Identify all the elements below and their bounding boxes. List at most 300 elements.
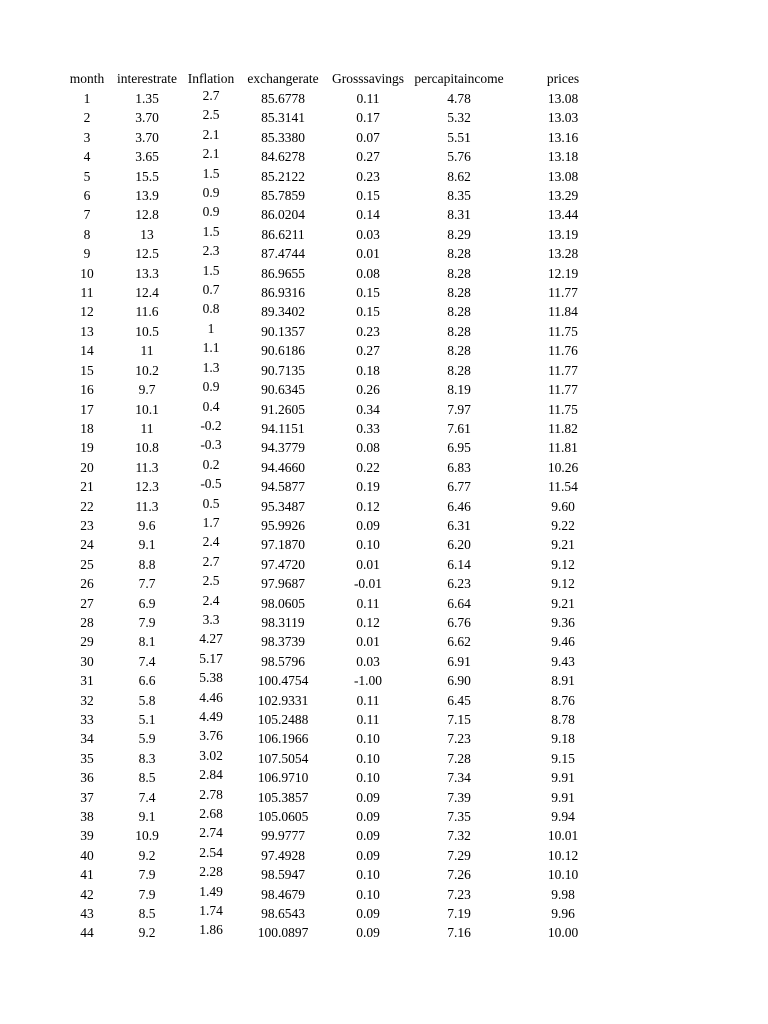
cell-grosssavings: 0.12 [356,614,380,630]
cell-exchangerate: 95.3487 [261,498,305,514]
inflation-value: 2.84 [199,767,223,783]
cell-percapitaincome: 8.28 [447,285,471,301]
cell-exchangerate: 106.1966 [257,731,309,747]
cell-grosssavings: 0.23 [356,168,380,184]
cell-inflation [184,205,238,224]
table-row [64,147,616,166]
inflation-value: 1.7 [202,514,220,530]
inflation-value: 1.5 [202,262,220,278]
inflation-value: 0.9 [202,204,220,220]
cell-interestrate: 7.4 [138,789,156,805]
cell-month: 22 [80,498,94,514]
cell-exchangerate: 97.4720 [261,556,305,572]
inflation-value: 1.49 [199,883,223,899]
cell-month: 16 [80,382,94,398]
cell-prices: 9.46 [551,634,575,650]
inflation-value: 1 [207,320,215,336]
cell-interestrate: 9.1 [138,809,156,825]
cell-inflation [184,923,238,942]
table-row [64,400,616,419]
inflation-value: 1.74 [199,903,223,919]
cell-interestrate: 6.9 [138,595,156,611]
cell-inflation [184,788,238,807]
inflation-value: 4.46 [199,689,223,705]
cell-grosssavings: 0.17 [356,110,380,126]
inflation-value: 1.86 [199,922,223,938]
cell-grosssavings: 0.09 [356,789,380,805]
table-row [64,826,616,845]
inflation-value: 1.3 [202,359,220,375]
cell-prices: 10.10 [547,867,579,883]
cell-exchangerate: 100.4754 [257,673,309,689]
table-row [64,671,616,690]
cell-prices: 13.08 [547,91,579,106]
cell-grosssavings: 0.14 [356,207,380,223]
cell-grosssavings: -0.01 [353,576,383,592]
cell-grosssavings: 0.11 [356,712,380,727]
cell-interestrate: 11.6 [135,304,159,320]
cell-month: 33 [80,712,94,727]
cell-month: 40 [80,847,94,863]
table-row [64,89,616,108]
cell-inflation [184,613,238,632]
cell-percapitaincome: 7.15 [447,712,471,727]
cell-exchangerate: 97.1870 [261,537,305,553]
cell-prices: 9.91 [551,789,575,805]
cell-grosssavings: 0.10 [356,731,380,747]
inflation-value: 2.4 [202,592,220,608]
cell-inflation [184,535,238,554]
cell-percapitaincome: 7.32 [447,828,471,844]
cell-interestrate: 9.1 [138,537,156,553]
cell-prices: 13.19 [547,226,579,242]
header-inflation: Inflation [187,71,235,86]
cell-inflation [184,477,238,496]
cell-percapitaincome: 7.23 [447,731,471,747]
cell-exchangerate: 98.6543 [261,906,305,922]
cell-interestrate: 8.1 [138,634,156,650]
cell-percapitaincome: 8.19 [447,382,471,398]
cell-month: 24 [80,537,94,553]
cell-exchangerate: 98.5796 [261,653,305,669]
table-row [64,652,616,671]
inflation-value: 4.49 [199,709,223,724]
cell-month: 37 [80,789,94,805]
cell-month: 31 [80,673,94,689]
cell-interestrate: 10.2 [135,362,159,378]
cell-month: 12 [80,304,94,320]
cell-percapitaincome: 6.76 [447,614,471,630]
cell-grosssavings: 0.27 [356,343,380,359]
cell-inflation [184,108,238,127]
cell-grosssavings: 0.22 [356,459,380,475]
cell-grosssavings: 0.10 [356,750,380,766]
cell-interestrate: 9.6 [138,517,156,533]
cell-inflation [184,458,238,477]
inflation-value: -0.2 [200,417,222,433]
cell-interestrate: 3.65 [135,149,159,165]
header-prices: prices [546,71,580,86]
cell-interestrate: 12.3 [135,479,159,495]
cell-exchangerate: 86.9655 [261,265,305,281]
cell-inflation [184,904,238,923]
table-row [64,264,616,283]
cell-prices: 11.81 [548,440,578,456]
cell-prices: 10.26 [547,459,579,475]
cell-grosssavings: 0.10 [356,537,380,553]
cell-inflation [184,302,238,321]
cell-prices: 9.22 [551,517,575,533]
inflation-value: 2.28 [199,864,223,880]
inflation-value: 2.54 [199,844,223,860]
cell-month: 41 [80,867,94,883]
inflation-value: 1.1 [202,340,220,356]
cell-interestrate: 12.5 [135,246,159,262]
cell-inflation [184,438,238,457]
cell-month: 27 [80,595,94,611]
cell-grosssavings: 0.01 [356,556,380,572]
cell-grosssavings: 0.11 [356,595,380,611]
inflation-value: 1.5 [202,223,220,239]
inflation-value: 2.68 [199,806,223,822]
inflation-value: 2.7 [202,88,220,103]
cell-inflation [184,691,238,710]
inflation-value: -0.5 [200,476,222,492]
cell-month: 9 [83,246,91,262]
cell-month: 34 [80,731,94,747]
table-row [64,458,616,477]
cell-exchangerate: 107.5054 [257,750,309,766]
cell-exchangerate: 87.4744 [261,246,305,262]
cell-prices: 11.77 [548,285,578,301]
cell-inflation [184,846,238,865]
cell-grosssavings: 0.01 [356,634,380,650]
cell-inflation [184,885,238,904]
cell-inflation [184,89,238,108]
cell-interestrate: 10.1 [135,401,159,417]
inflation-value: 0.7 [202,282,220,298]
cell-interestrate: 10.9 [135,828,159,844]
cell-interestrate: 7.9 [138,886,156,902]
table-row [64,341,616,360]
cell-interestrate: 11 [140,420,154,436]
cell-prices: 9.94 [551,809,575,825]
cell-prices: 9.18 [551,731,575,747]
inflation-value: 2.3 [202,243,220,259]
cell-month: 21 [80,479,94,495]
cell-inflation [184,128,238,147]
table-row [64,923,616,942]
inflation-value: 0.4 [202,398,220,414]
inflation-value: 0.5 [202,495,220,511]
cell-month: 11 [80,285,94,301]
cell-interestrate: 12.8 [135,207,159,223]
cell-percapitaincome: 6.31 [447,517,471,533]
cell-inflation [184,283,238,302]
cell-exchangerate: 105.0605 [257,809,309,825]
cell-inflation [184,380,238,399]
cell-interestrate: 3.70 [135,129,159,145]
cell-prices: 11.77 [548,382,578,398]
cell-exchangerate: 85.7859 [261,188,305,204]
cell-month: 19 [80,440,94,456]
cell-percapitaincome: 8.28 [447,343,471,359]
cell-prices: 9.60 [551,498,575,514]
cell-month: 35 [80,750,94,766]
cell-interestrate: 11.3 [135,459,159,475]
cell-grosssavings: 0.08 [356,265,380,281]
cell-prices: 10.00 [547,925,579,941]
table-row [64,205,616,224]
cell-grosssavings: 0.18 [356,362,380,378]
cell-month: 1 [83,91,91,106]
cell-exchangerate: 85.6778 [261,91,305,106]
cell-exchangerate: 85.3141 [261,110,305,126]
cell-exchangerate: 89.3402 [261,304,305,320]
cell-exchangerate: 85.2122 [261,168,305,184]
cell-exchangerate: 98.4679 [261,886,305,902]
cell-prices: 11.54 [548,479,578,495]
table-row [64,302,616,321]
cell-grosssavings: 0.11 [356,692,380,708]
cell-percapitaincome: 6.20 [447,537,471,553]
cell-interestrate: 15.5 [135,168,159,184]
inflation-value: 3.76 [199,728,223,744]
table-row [64,594,616,613]
cell-percapitaincome: 8.29 [447,226,471,242]
cell-exchangerate: 105.2488 [257,712,309,727]
header-row [64,68,616,89]
cell-percapitaincome: 5.76 [447,149,471,165]
table-row [64,186,616,205]
cell-percapitaincome: 5.51 [447,129,471,145]
cell-percapitaincome: 8.28 [447,246,471,262]
cell-prices: 9.12 [551,556,575,572]
table-row [64,788,616,807]
cell-month: 28 [80,614,94,630]
cell-month: 15 [80,362,94,378]
table-row [64,535,616,554]
table-row [64,108,616,127]
inflation-value: -0.3 [200,437,222,453]
cell-grosssavings: 0.10 [356,886,380,902]
cell-prices: 13.29 [547,188,579,204]
cell-grosssavings: 0.15 [356,304,380,320]
cell-percapitaincome: 6.91 [447,653,471,669]
cell-grosssavings: 0.15 [356,285,380,301]
cell-percapitaincome: 6.46 [447,498,471,514]
cell-month: 29 [80,634,94,650]
cell-interestrate: 8.5 [138,906,156,922]
cell-month: 4 [83,149,91,165]
cell-prices: 11.84 [548,304,578,320]
cell-percapitaincome: 7.23 [447,886,471,902]
cell-percapitaincome: 6.45 [447,692,471,708]
cell-exchangerate: 84.6278 [261,149,305,165]
cell-percapitaincome: 7.28 [447,750,471,766]
cell-percapitaincome: 7.39 [447,789,471,805]
cell-inflation [184,322,238,341]
header-grosssavings: Grosssavings [331,71,404,86]
inflation-value: 2.1 [202,146,220,162]
cell-inflation [184,594,238,613]
table-body [64,89,616,943]
inflation-value: 2.7 [202,553,220,569]
cell-interestrate: 9.7 [138,382,156,398]
table-row [64,128,616,147]
cell-prices: 11.75 [548,401,578,417]
inflation-value: 2.1 [202,126,220,142]
cell-inflation [184,244,238,263]
cell-grosssavings: 0.08 [356,440,380,456]
table-row [64,865,616,884]
cell-grosssavings: 0.12 [356,498,380,514]
cell-exchangerate: 94.1151 [261,420,305,436]
table-row [64,516,616,535]
cell-inflation [184,400,238,419]
cell-interestrate: 6.6 [138,673,156,689]
cell-prices: 9.96 [551,906,575,922]
table-header [64,68,616,89]
cell-percapitaincome: 6.23 [447,576,471,592]
cell-inflation [184,186,238,205]
cell-grosssavings: 0.01 [356,246,380,262]
cell-month: 23 [80,517,94,533]
inflation-value: 4.27 [199,631,223,647]
cell-exchangerate: 90.6345 [261,382,305,398]
cell-inflation [184,729,238,748]
cell-inflation [184,652,238,671]
table-row [64,729,616,748]
cell-interestrate: 8.3 [138,750,156,766]
cell-prices: 13.08 [547,168,579,184]
cell-grosssavings: 0.09 [356,517,380,533]
cell-exchangerate: 98.5947 [261,867,305,883]
data-table [64,68,616,943]
cell-grosssavings: 0.09 [356,847,380,863]
cell-percapitaincome: 6.14 [447,556,471,572]
cell-interestrate: 7.9 [138,614,156,630]
table-row [64,438,616,457]
table-row [64,361,616,380]
cell-interestrate: 13 [140,226,154,242]
cell-month: 10 [80,265,94,281]
cell-exchangerate: 98.0605 [261,595,305,611]
cell-prices: 9.91 [551,770,575,786]
cell-month: 13 [80,323,94,339]
cell-grosssavings: 0.27 [356,149,380,165]
cell-inflation [184,497,238,516]
cell-prices: 9.98 [551,886,575,902]
cell-month: 17 [80,401,94,417]
cell-month: 38 [80,809,94,825]
table-row [64,632,616,651]
cell-month: 8 [83,226,91,242]
cell-percapitaincome: 7.16 [447,925,471,941]
cell-month: 14 [80,343,94,359]
cell-percapitaincome: 8.35 [447,188,471,204]
cell-prices: 9.15 [551,750,575,766]
cell-prices: 10.01 [547,828,579,844]
cell-prices: 11.82 [548,420,578,436]
cell-prices: 11.75 [548,323,578,339]
inflation-value: 2.4 [202,534,220,550]
cell-grosssavings: 0.03 [356,226,380,242]
cell-percapitaincome: 6.62 [447,634,471,650]
table-row [64,846,616,865]
cell-grosssavings: 0.03 [356,653,380,669]
cell-inflation [184,710,238,729]
cell-exchangerate: 86.6211 [261,226,305,242]
cell-exchangerate: 91.2605 [261,401,305,417]
inflation-value: 3.02 [199,747,223,763]
cell-inflation [184,768,238,787]
cell-percapitaincome: 6.90 [447,673,471,689]
cell-interestrate: 10.8 [135,440,159,456]
cell-month: 42 [80,886,94,902]
cell-grosssavings: -1.00 [353,673,383,689]
table-row [64,419,616,438]
cell-percapitaincome: 7.61 [447,420,471,436]
table-row [64,380,616,399]
cell-month: 5 [83,168,91,184]
cell-interestrate: 11 [140,343,154,359]
cell-inflation [184,632,238,651]
cell-grosssavings: 0.11 [356,91,380,106]
cell-interestrate: 10.5 [135,323,159,339]
table-row [64,322,616,341]
cell-interestrate: 9.2 [138,925,156,941]
cell-prices: 9.21 [551,595,575,611]
table-row [64,613,616,632]
cell-exchangerate: 105.3857 [257,789,309,805]
cell-percapitaincome: 6.77 [447,479,471,495]
cell-exchangerate: 95.9926 [261,517,305,533]
inflation-value: 2.78 [199,786,223,802]
cell-inflation [184,555,238,574]
cell-inflation [184,147,238,166]
cell-prices: 13.16 [547,129,579,145]
cell-exchangerate: 100.0897 [257,925,309,941]
cell-grosssavings: 0.09 [356,925,380,941]
cell-grosssavings: 0.26 [356,382,380,398]
cell-grosssavings: 0.33 [356,420,380,436]
cell-month: 2 [83,110,91,126]
table-row [64,555,616,574]
cell-prices: 10.12 [547,847,579,863]
cell-percapitaincome: 7.34 [447,770,471,786]
cell-interestrate: 9.2 [138,847,156,863]
table-row [64,283,616,302]
cell-grosssavings: 0.23 [356,323,380,339]
cell-prices: 11.76 [548,343,578,359]
cell-exchangerate: 94.4660 [261,459,305,475]
cell-percapitaincome: 6.83 [447,459,471,475]
cell-exchangerate: 86.9316 [261,285,305,301]
cell-prices: 13.18 [547,149,579,165]
cell-prices: 12.19 [547,265,579,281]
cell-percapitaincome: 6.95 [447,440,471,456]
cell-grosssavings: 0.10 [356,770,380,786]
cell-grosssavings: 0.09 [356,828,380,844]
cell-interestrate: 7.4 [138,653,156,669]
cell-inflation [184,167,238,186]
inflation-value: 1.5 [202,165,220,181]
cell-month: 36 [80,770,94,786]
cell-prices: 13.44 [547,207,579,223]
cell-exchangerate: 99.9777 [261,828,305,844]
cell-interestrate: 5.1 [138,712,156,727]
